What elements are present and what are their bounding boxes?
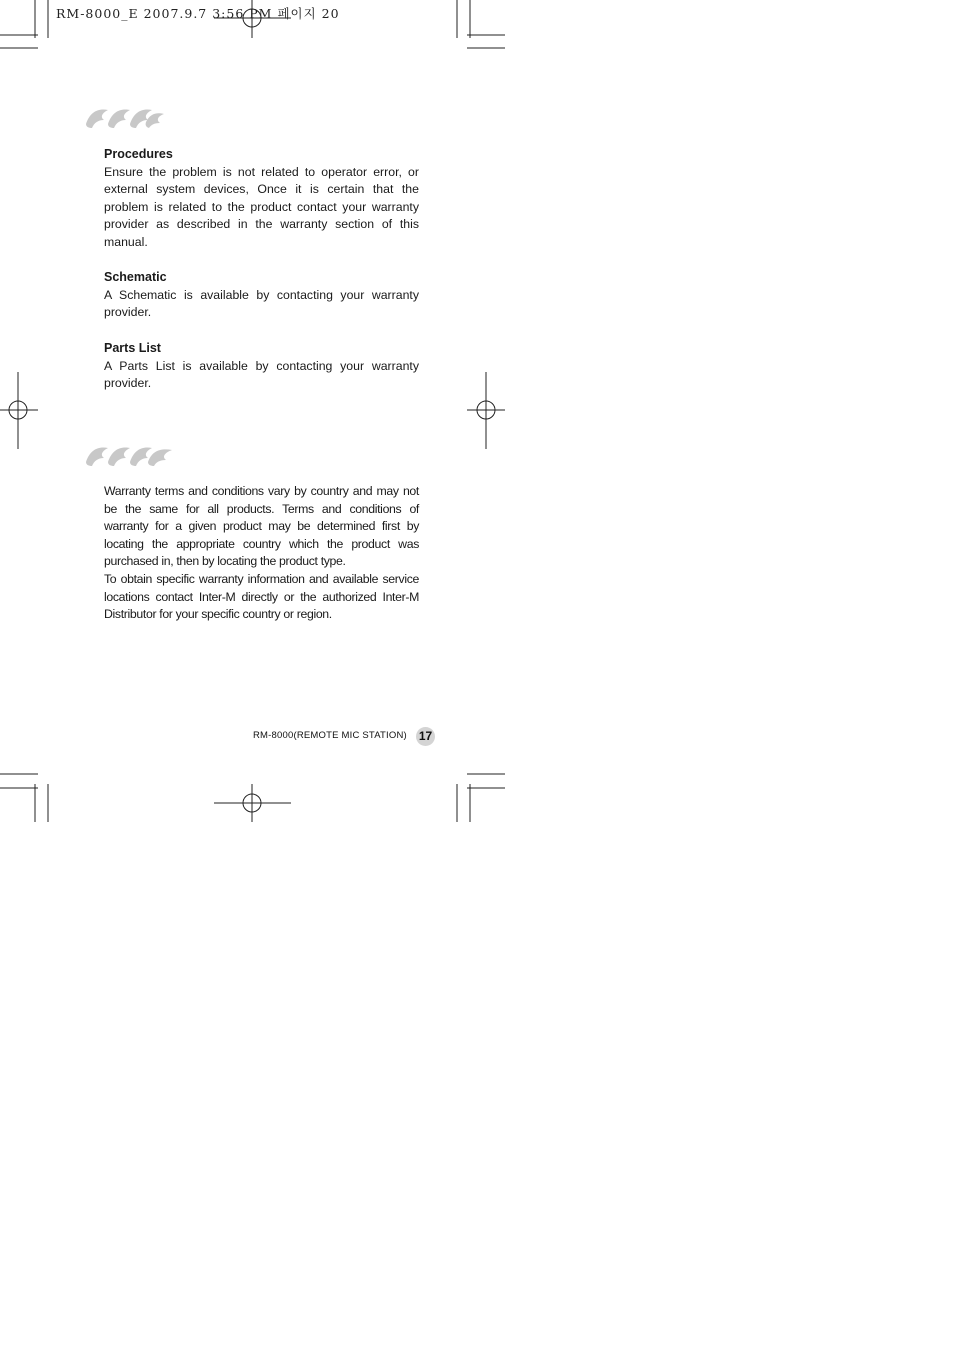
- print-slug: RM-8000_E 2007.9.7 3:56 PM 페이지 20: [56, 6, 340, 21]
- schematic-heading: Schematic: [104, 270, 167, 284]
- procedures-text: Ensure the problem is not related to operator error, or external system devices, Once it is certain that the problem is related to the product contact your warranty provider as described in the warranty section of this manual.: [104, 164, 419, 249]
- parts-list-heading: Parts List: [104, 341, 161, 355]
- parts-list-text: A Parts List is available by contacting your warranty provider.: [104, 358, 419, 391]
- schematic-text: A Schematic is available by contacting your warranty provider.: [104, 287, 419, 320]
- warranty-section: [104, 483, 419, 624]
- procedures-heading: Procedures: [104, 147, 173, 161]
- parts-list-section: [104, 340, 419, 393]
- wave-ornament-icon: [84, 444, 174, 468]
- page-number: 17: [416, 727, 435, 746]
- warranty-paragraph-2: To obtain specific warranty information and available service locations contact Inter-M directly or the authorized Inter-M Distributor for your specific country or region.: [104, 571, 419, 622]
- schematic-section: [104, 269, 419, 322]
- wave-ornament-icon: [84, 106, 174, 130]
- warranty-paragraph-1: Warranty terms and conditions vary by country and may not be the same for all products. Terms and conditions of warranty for a given product may be determined first by locating the appropriate country which the product was purchased in, then by locating the product type.: [104, 484, 419, 569]
- procedures-section: [104, 146, 419, 252]
- footer-model-label: RM-8000(REMOTE MIC STATION): [253, 730, 407, 741]
